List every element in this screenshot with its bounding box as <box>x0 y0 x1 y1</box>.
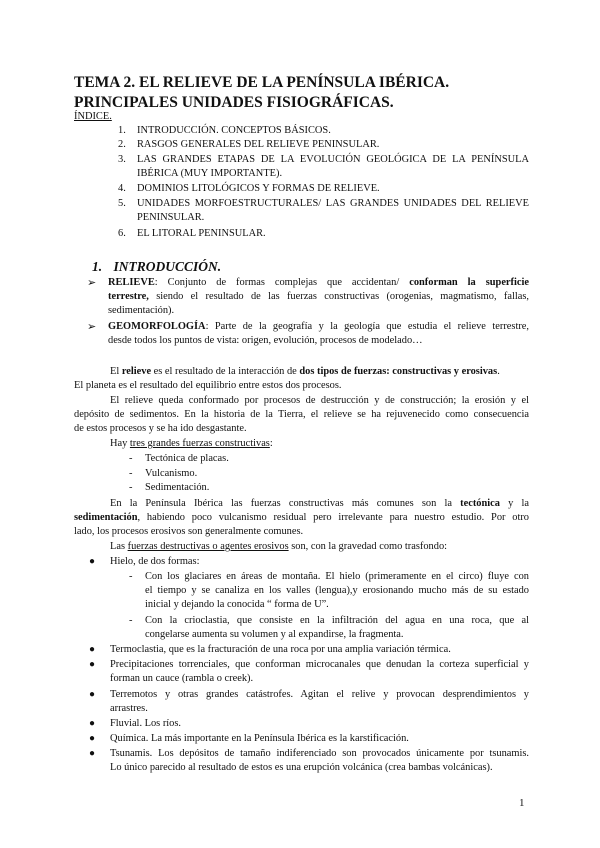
para5-underlined: fuerzas destructivas o agentes erosivos <box>127 541 289 552</box>
tsunamis-line2: Lo único parecido al resultado de estos es una erupción volcánica (crea bambas volcánicas). <box>110 762 493 773</box>
index-num-1: 1. <box>118 125 126 136</box>
dash-bullet: - <box>129 468 133 479</box>
para1-text-c: es el resultado de la interacción de <box>151 366 300 377</box>
force-item: Sedimentación. <box>145 482 210 493</box>
geomorf-def-line1 <box>108 320 529 334</box>
relieve-def-text: : Conjunto de formas complejas que accidentan/ <box>154 277 410 288</box>
force-item: Vulcanismo. <box>145 468 198 479</box>
relieve-def-line3: sedimentación). <box>108 305 175 316</box>
index-item-3-line2: IBÉRICA (MUY IMPORTANTE). <box>137 168 283 179</box>
para4-line2 <box>74 511 529 525</box>
dash-bullet: - <box>129 482 133 493</box>
section-heading <box>92 259 221 275</box>
hielo-sub1-line2: el tiempo y se canaliza en los valles (lengua),y erosionando mucho más de su estado <box>145 585 529 596</box>
relieve-def-line1 <box>108 276 529 290</box>
dash-bullet: - <box>129 453 133 464</box>
para4-text-a: En la Península Ibérica las fuerzas constructivas más comunes son la <box>110 498 461 509</box>
relieve-term: RELIEVE <box>108 277 155 288</box>
section-title: INTRODUCCIÓN. <box>113 259 222 274</box>
para2-line2: depósito de sedimentos. En la historia de la Tierra, el relieve se ha rejuvenecido como consecuencia <box>74 409 529 420</box>
bullet-dot-icon: ● <box>89 556 96 567</box>
index-num-2: 2. <box>118 139 126 150</box>
para2-line1: El relieve queda conformado por procesos de destrucción y de construcción; la erosión y el <box>110 395 529 406</box>
precipitaciones-line1: Precipitaciones torrenciales, que conforman microcanales que denudan la corteza superficial y <box>110 659 529 670</box>
para4-line1 <box>110 497 529 511</box>
para1-text-e: . <box>497 366 500 377</box>
hielo-sub2-line1: Con la crioclastia, que consiste en la infiltración del agua en una roca, que al <box>145 615 529 626</box>
dash-bullet: - <box>129 615 133 626</box>
index-num-4: 4. <box>118 183 126 194</box>
index-item-5-line2: PENINSULAR. <box>137 212 205 223</box>
bullet-dot-icon: ● <box>89 718 96 729</box>
relieve-def-bold: conforman la superficie <box>409 277 529 288</box>
para5-text-c: son, con la gravedad como trasfondo: <box>288 541 448 552</box>
force-item: Tectónica de placas. <box>145 453 229 464</box>
terremotos-line1: Terremotos y otras grandes catástrofes. Agitan el relive y provocan desprendimientos y <box>110 689 529 700</box>
index-label: ÍNDICE. <box>74 111 112 122</box>
bullet-dot-icon: ● <box>89 748 96 759</box>
geomorf-def-text: : Parte de la geografía y la geología que estudia el relieve terrestre, <box>205 321 529 332</box>
geomorf-def-line2: desde todos los puntos de vista: origen, evolución, procesos de modelado… <box>108 335 423 346</box>
bullet-dot-icon: ● <box>89 733 96 744</box>
arrow-bullet-icon: ➢ <box>87 277 97 289</box>
quimica-item: Química. La más importante en la Península Ibérica es la karstificación. <box>110 733 409 744</box>
page-number: 1 <box>519 797 525 809</box>
bullet-dot-icon: ● <box>89 689 96 700</box>
relieve-def-text2: siendo el resultado de las fuerzas constructivas (orogenias, magmatismo, fallas, <box>148 291 529 302</box>
para3-underlined: tres grandes fuerzas constructivas <box>129 438 270 449</box>
dash-bullet: - <box>129 571 133 582</box>
index-num-5: 5. <box>118 198 126 209</box>
geomorf-term: GEOMORFOLOGÍA <box>108 321 206 332</box>
hielo-sub2-line2: congelarse aumenta su volumen y al expandirse, la fragmenta. <box>145 629 404 640</box>
para3-text-c: : <box>269 438 273 449</box>
para1-bold-b: relieve <box>121 366 152 377</box>
index-item-4: DOMINIOS LITOLÓGICOS Y FORMAS DE RELIEVE. <box>137 183 380 194</box>
section-number: 1. <box>92 259 103 274</box>
tsunamis-line1: Tsunamis. Los depósitos de tamaño indiferenciado son provocados únicamente por tsunamis. <box>110 748 529 759</box>
para5-text-a: Las <box>110 541 128 552</box>
para3-text-a: Hay <box>110 438 130 449</box>
para1-line2: El planeta es el resultado del equilibrio entre estos dos procesos. <box>74 380 342 391</box>
hielo-sub1-line3: inicial y dejando la conocida “ forma de U”. <box>145 599 329 610</box>
index-item-6: EL LITORAL PENINSULAR. <box>137 228 266 239</box>
hielo-item: Hielo, de dos formas: <box>110 556 200 567</box>
para1-bold-d: dos tipos de fuerzas: constructivas y erosivas <box>299 366 498 377</box>
para1-text-a: El <box>110 366 122 377</box>
bullet-dot-icon: ● <box>89 644 96 655</box>
document-title: TEMA 2. EL RELIEVE DE LA PENÍNSULA IBÉRICA. PRINCIPALES UNIDADES FISIOGRÁFICAS. <box>74 74 450 111</box>
para1-line1 <box>110 365 500 379</box>
para4-bold-a: sedimentación <box>74 512 138 523</box>
index-num-3: 3. <box>118 154 126 165</box>
precipitaciones-line2: forman un cauce (rambla o creek). <box>110 673 254 684</box>
para3 <box>110 437 273 451</box>
terremotos-line2: arrastres. <box>110 703 148 714</box>
index-item-3-line1: LAS GRANDES ETAPAS DE LA EVOLUCIÓN GEOLÓGICA DE LA PENÍNSULA <box>137 154 529 165</box>
index-item-1: INTRODUCCIÓN. CONCEPTOS BÁSICOS. <box>137 125 331 136</box>
para4-text-c: y la <box>499 498 530 509</box>
index-item-5-line1: UNIDADES MORFOESTRUCTURALES/ LAS GRANDES UNIDADES DEL RELIEVE <box>137 198 529 209</box>
relieve-def-bold2: terrestre, <box>108 291 149 302</box>
para4-bold-b: tectónica <box>460 498 500 509</box>
para4-text-b: , habiendo poco vulcanismo residual pero irrelevante para nuestro estudio. Por otro <box>137 512 529 523</box>
fluvial-item: Fluvial. Los ríos. <box>110 718 182 729</box>
arrow-bullet-icon: ➢ <box>87 321 97 333</box>
bullet-dot-icon: ● <box>89 659 96 670</box>
index-item-2: RASGOS GENERALES DEL RELIEVE PENINSULAR. <box>137 139 380 150</box>
para5 <box>110 540 447 554</box>
index-num-6: 6. <box>118 228 126 239</box>
hielo-sub1-line1: Con los glaciares en áreas de montaña. El hielo (primeramente en el circo) fluye con <box>145 571 529 582</box>
para4-line3: lado, los procesos erosivos son generalmente comunes. <box>74 526 304 537</box>
para2-line3: de estos procesos y se ha ido desgastante. <box>74 423 247 434</box>
termoclastia-item: Termoclastia, que es la fracturación de una roca por una amplia variación térmica. <box>110 644 451 655</box>
relieve-def-line2 <box>108 290 529 304</box>
